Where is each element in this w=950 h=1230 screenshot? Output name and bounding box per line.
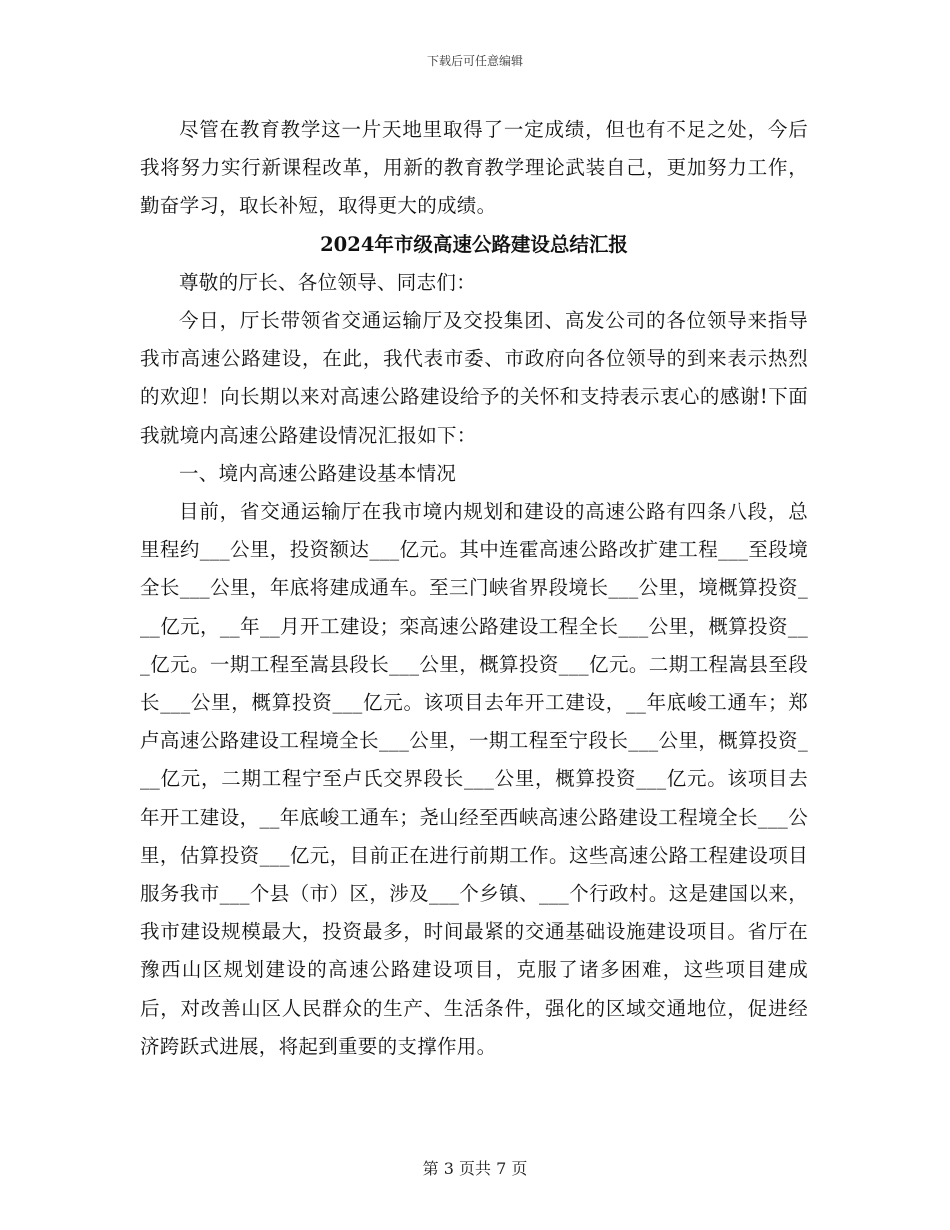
intro-paragraph: 今日，厅长带领省交通运输厅及交投集团、高发公司的各位领导来指导我市高速公路建设，在此，我代表市委、市政府向各位领导的到来表示热烈的欢迎！向长期以来对高速公路建设给予的关怀和支持表示衷心的感谢!下面我就境内高速公路建设情况汇报如下：	[140, 309, 808, 447]
header-note: 下载后可任意编辑	[426, 54, 523, 68]
body-paragraph: 目前，省交通运输厅在我市境内规划和建设的高速公路有四条八段，总里程约___公里，投资额达___亿元。其中连霍高速公路改扩建工程___至段境全长___公里，年底将建成通车。至三门峡省界段境长___公里，境概算投资___亿元，__年__月开工建设；栾高速公路建设工程全长___公里，概算投资___亿元。一期工程至嵩县段长___公里，概算投资___亿元。二期工程嵩县至段长___公里，概算投资___亿元。该项目去年开工建设，__年底峻工通车；郑卢高速公路建设工程境全长___公里，一期工程至宁段长___公里，概算投资___亿元，二期工程宁至卢氏交界段长___公里，概算投资___亿元。该项目去年开工建设，__年底峻工通车；尧山经至西峡高速公路建设工程境全长___公里，估算投资___亿元，目前正在进行前期工作。这些高速公路工程建设项目服务我市___个县（市）区，涉及___个乡镇、___个行政村。这是建国以来，我市建设规模最大，投资最多，时间最紧的交通基础设施建设项目。省厅在豫西山区规划建设的高速公路建设项目，克服了诸多困难，这些项目建成后，对改善山区人民群众的生产、生活条件，强化的区域交通地位，促进经济跨跃式进展，将起到重要的支撑作用。	[140, 500, 808, 1058]
report-title: 2024年市级高速公路建设总结汇报	[320, 232, 628, 256]
document-body	[140, 111, 808, 1066]
closing-paragraph: 尽管在教育教学这一片天地里取得了一定成绩，但也有不足之处，今后我将努力实行新课程改革，用新的教育教学理论武装自己，更加努力工作，勤奋学习，取长补短，取得更大的成绩。	[140, 118, 808, 218]
section-heading: 一、境内高速公路建设基本情况	[179, 461, 457, 485]
page-number: 第 3 页共 7 页	[422, 1159, 528, 1178]
salutation: 尊敬的厅长、各位领导、同志们：	[179, 270, 477, 294]
